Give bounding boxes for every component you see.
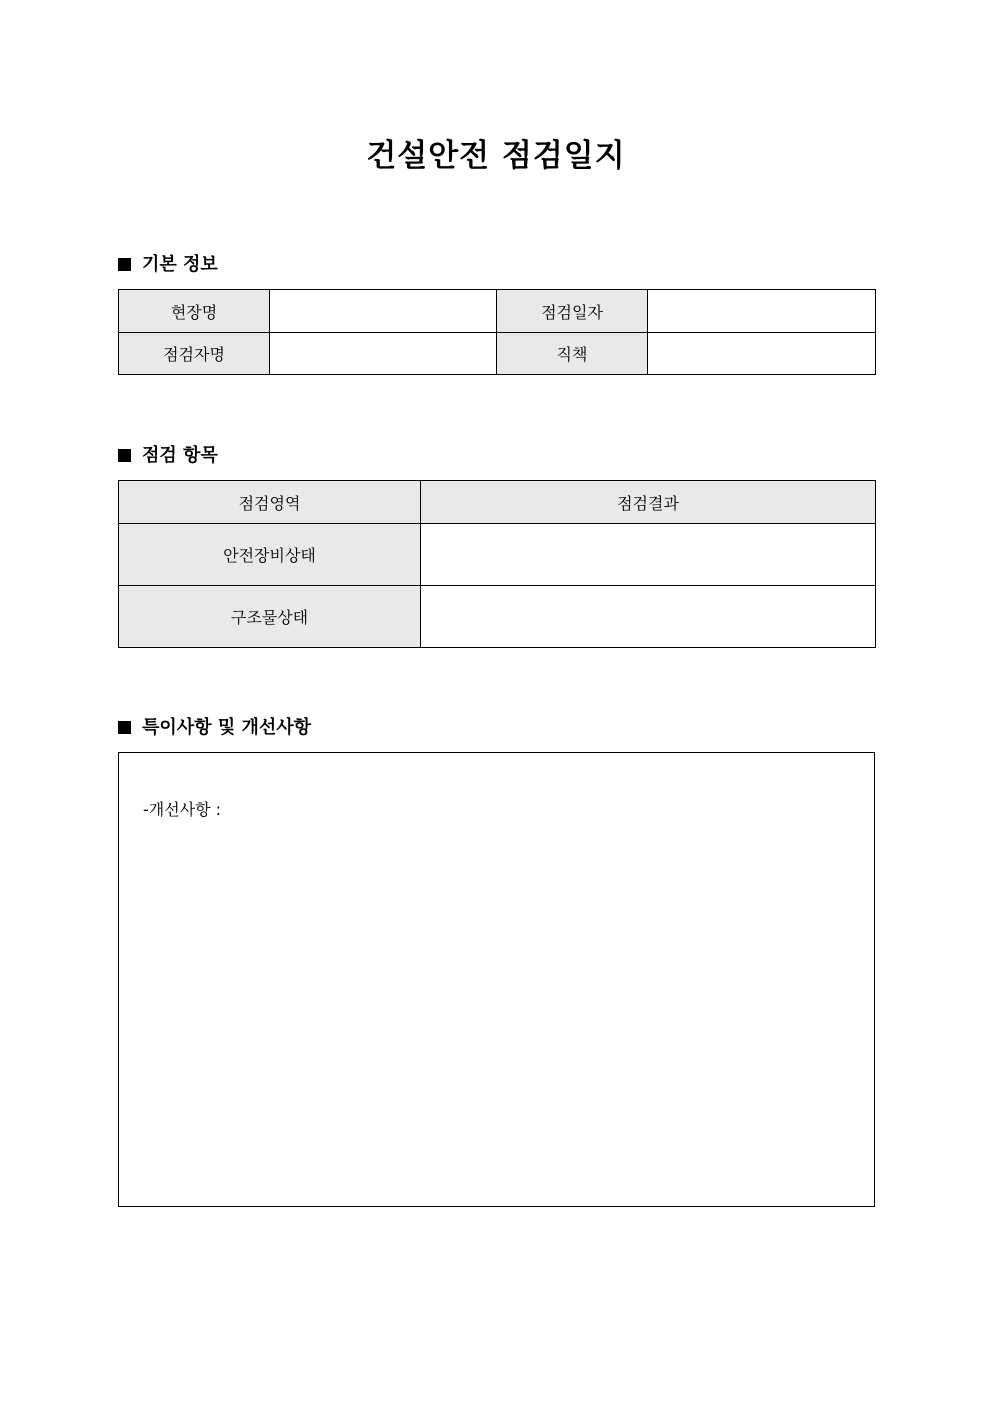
improvement-label: -개선사항 : <box>143 800 222 819</box>
basic-info-heading <box>118 252 218 278</box>
inspection-items-heading <box>118 443 218 469</box>
table-row <box>119 524 876 586</box>
result-field[interactable] <box>421 586 876 648</box>
inspection-date-field[interactable] <box>648 290 876 333</box>
table-header-row <box>119 481 876 524</box>
area-column-header: 점검영역 <box>119 481 421 524</box>
area-cell: 구조물상태 <box>119 586 421 648</box>
position-field[interactable] <box>648 333 876 375</box>
inspector-field[interactable] <box>270 333 497 375</box>
table-row <box>119 333 876 375</box>
result-column-header: 점검결과 <box>421 481 876 524</box>
site-name-field[interactable] <box>270 290 497 333</box>
inspection-items-heading-text: 점검 항목 <box>142 445 218 466</box>
inspection-date-label: 점검일자 <box>497 290 648 333</box>
improvement-line <box>143 799 221 821</box>
basic-info-table <box>118 289 876 375</box>
remarks-heading <box>118 715 311 741</box>
site-name-label: 현장명 <box>119 290 270 333</box>
square-bullet-icon <box>118 449 131 462</box>
basic-info-heading-text: 기본 정보 <box>142 254 218 275</box>
table-row <box>119 586 876 648</box>
inspector-label: 점검자명 <box>119 333 270 375</box>
page-title: 건설안전 점검일지 <box>366 138 626 174</box>
result-field[interactable] <box>421 524 876 586</box>
inspection-items-table <box>118 480 876 648</box>
position-label: 직책 <box>497 333 648 375</box>
square-bullet-icon <box>118 721 131 734</box>
remarks-box[interactable] <box>118 752 875 1207</box>
remarks-heading-text: 특이사항 및 개선사항 <box>142 717 312 738</box>
square-bullet-icon <box>118 258 131 271</box>
area-cell: 안전장비상태 <box>119 524 421 586</box>
table-row <box>119 290 876 333</box>
